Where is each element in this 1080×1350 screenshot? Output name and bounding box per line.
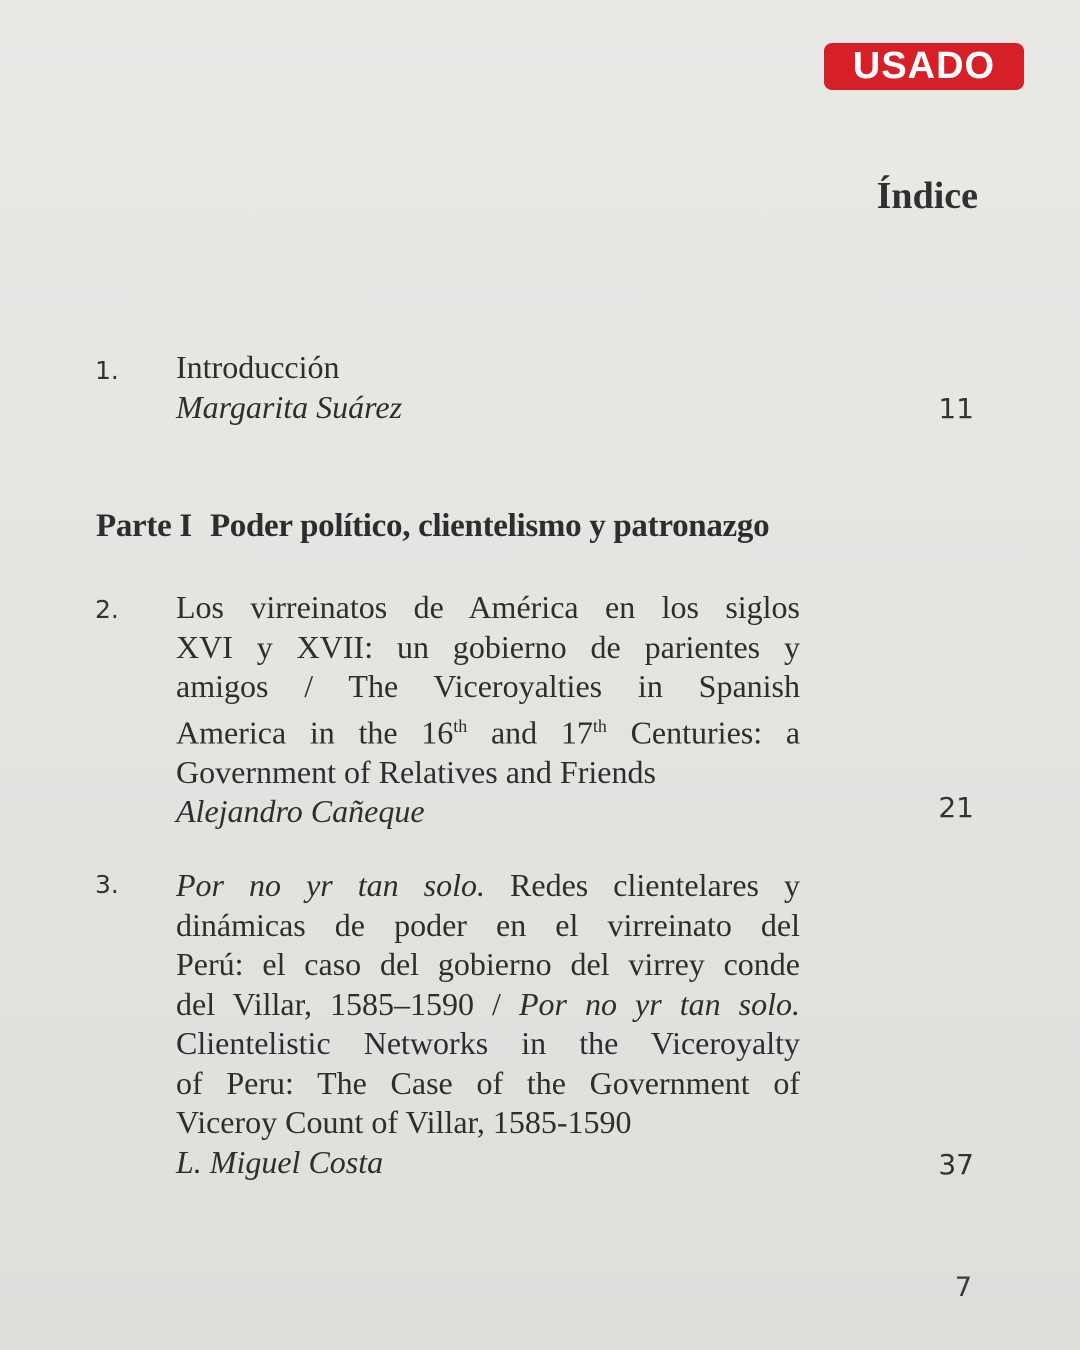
entry-3 <box>176 866 800 1182</box>
entry-1 <box>176 348 800 427</box>
entry-3-title-line: dinámicas de poder en el virreinato del <box>176 906 800 943</box>
text-fragment: Centuries: a <box>606 714 801 751</box>
superscript: th <box>592 715 607 736</box>
superscript: th <box>453 715 468 736</box>
entry-2-title-line: Government of Relatives and Friends <box>176 753 656 790</box>
entry-2-author: Alejandro Cañeque <box>176 793 425 830</box>
page-number: 7 <box>954 1272 972 1303</box>
used-badge: USADO <box>824 43 1024 90</box>
part-label: Parte I <box>96 508 192 544</box>
entry-3-title-line: Perú: el caso del gobierno del virrey conde <box>176 946 800 982</box>
entry-number-1: 1. <box>95 356 119 385</box>
entry-1-page: 11 <box>938 392 974 425</box>
entry-2-page: 21 <box>938 791 974 824</box>
entry-1-title: Introducción <box>176 349 340 385</box>
italic-fragment: Por no yr tan solo. <box>176 867 486 903</box>
entry-1-author: Margarita Suárez <box>176 388 403 425</box>
index-title: Índice <box>876 175 978 217</box>
entry-number-3: 3. <box>95 870 119 899</box>
entry-3-title-line <box>176 985 800 1025</box>
text-fragment: America in the 16 <box>176 714 454 751</box>
text-fragment: Redes clientelares y <box>485 867 800 903</box>
text-fragment: del Villar, 1585–1590 / <box>176 985 519 1022</box>
entry-2-title-line: amigos / The Viceroyalties in Spanish <box>176 668 800 704</box>
part-title: Poder político, clientelismo y patronazgo <box>209 508 770 544</box>
entry-3-title-line: of Peru: The Case of the Government of <box>176 1064 800 1101</box>
entry-3-title-line: Clientelistic Networks in the Viceroyalty <box>176 1025 800 1061</box>
entry-number-2: 2. <box>95 595 119 624</box>
entry-3-title-line <box>176 866 800 906</box>
entry-3-title-line: Viceroy Count of Villar, 1585-1590 <box>176 1104 632 1140</box>
entry-2-title-line: XVI y XVII: un gobierno de parientes y <box>176 628 800 665</box>
entry-2 <box>176 588 800 832</box>
entry-3-author: L. Miguel Costa <box>176 1143 384 1180</box>
entry-2-title-line: Los virreinatos de América en los siglos <box>176 589 800 625</box>
entry-2-title-line-superscripts <box>176 707 800 753</box>
entry-3-page: 37 <box>938 1148 974 1181</box>
part-heading <box>96 508 769 545</box>
text-fragment: and 17 <box>467 714 593 751</box>
italic-fragment: Por no yr tan solo. <box>518 985 801 1022</box>
